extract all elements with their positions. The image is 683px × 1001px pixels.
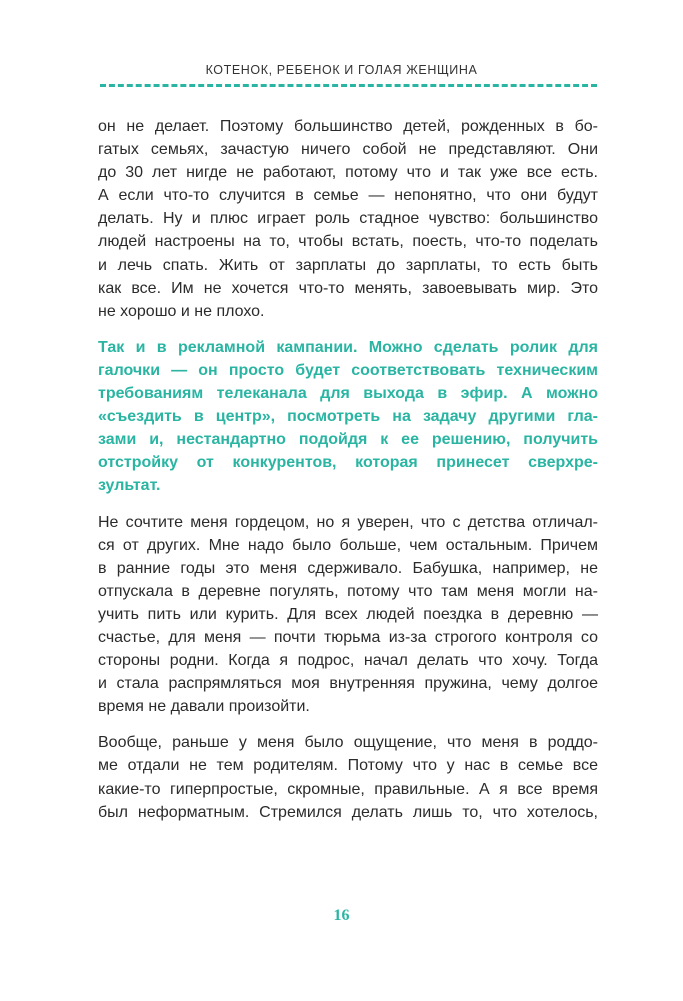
text-line: А если что-то случится в семье — непонятно, что они будут — [98, 187, 598, 205]
running-title: КОТЕНОК, РЕБЕНОК И ГОЛАЯ ЖЕНЩИНА — [205, 63, 478, 77]
text-line: время не давали произойти. — [98, 698, 310, 716]
text-line: делать. Ну и плюс играет роль стадное чувство: большинство — [98, 210, 598, 228]
text-line: отстройку от конкурентов, которая принесет сверхре- — [98, 454, 598, 472]
text-line: «съездить в центр», посмотреть на задачу другими гла- — [98, 408, 598, 426]
text-line: Не сочтите меня гордецом, но я уверен, что с детства отличал- — [98, 513, 598, 531]
text-line: Так и в рекламной кампании. Можно сделать ролик для — [98, 338, 598, 356]
body-paragraph — [98, 731, 598, 823]
text-line: и стала распрямляться моя внутренняя пружина, чему долгое — [98, 675, 598, 693]
text-line: людей настроены на то, чтобы встать, поесть, что-то поделать — [98, 233, 598, 251]
text-line: и лечь спать. Жить от зарплаты до зарплаты, то есть быть — [98, 256, 598, 274]
text-line: зами и, нестандартно подойдя к ее решению, получить — [98, 431, 598, 449]
text-line: стороны родни. Когда я подрос, начал делать что хочу. Тогда — [98, 652, 598, 670]
text-line: был неформатным. Стремился делать лишь то, что хотелось, — [98, 803, 598, 821]
body-paragraph — [98, 115, 598, 323]
text-line: зультат. — [98, 477, 161, 495]
page-number: 16 — [333, 907, 350, 924]
text-line: галочки — он просто будет соответствовать техническим — [98, 361, 598, 379]
text-line: в ранние годы это меня сдерживало. Бабушка, например, не — [98, 559, 598, 577]
text-line: требованиям телеканала для выхода в эфир. А можно — [98, 385, 598, 403]
text-line: ме отдали не тем родителям. Потому что у нас в семье все — [98, 757, 598, 775]
text-line: какие-то гиперпростые, скромные, правильные. А я все время — [98, 780, 598, 798]
text-line: учить пить или курить. Для всех людей поездка в деревню — — [98, 605, 598, 623]
text-line: до 30 лет нигде не работают, потому что и так уже все есть. — [98, 164, 598, 182]
text-line: гатых семьях, зачастую ничего собой не представляют. Они — [98, 141, 598, 159]
text-line: Вообще, раньше у меня было ощущение, что меня в роддо- — [98, 734, 598, 752]
text-line: счастье, для меня — почти тюрьма из-за строгого контроля со — [98, 628, 598, 646]
text-line: он не делает. Поэтому большинство детей, рожденных в бо- — [98, 118, 598, 135]
text-line: как все. Им не хочется что-то менять, завоевывать мир. Это — [98, 279, 598, 297]
text-line: не хорошо и не плохо. — [98, 302, 265, 320]
page-body — [98, 115, 598, 837]
text-line: ся от других. Мне надо было больше, чем остальным. Причем — [98, 536, 598, 554]
body-paragraph — [98, 511, 598, 719]
text-line: отпускала в деревне погулять, потому что там меня могли на- — [98, 582, 598, 600]
highlighted-paragraph — [98, 336, 598, 498]
header-dashed-divider — [100, 84, 597, 87]
